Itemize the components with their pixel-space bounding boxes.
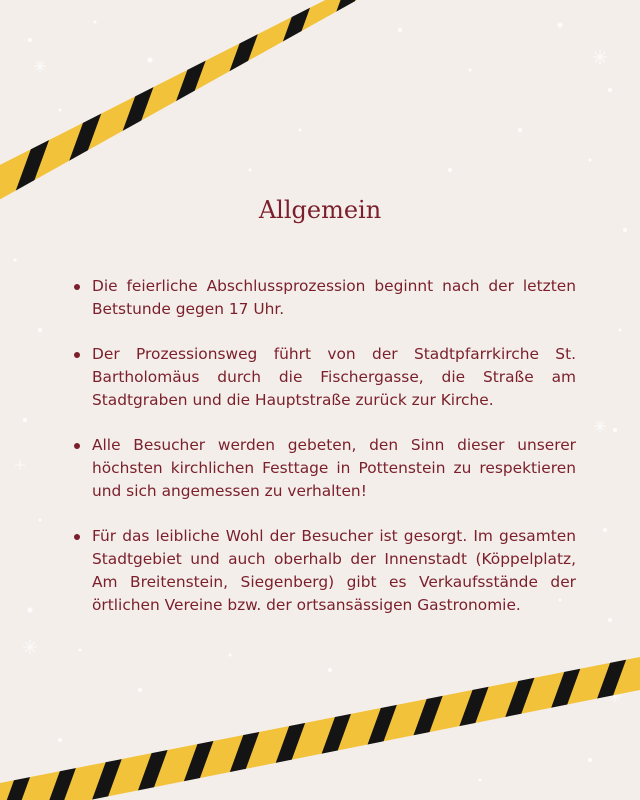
info-list xyxy=(64,275,576,639)
caution-tape-bottom xyxy=(0,655,640,800)
list-item-text: Die feierliche Abschlussprozession beginnt nach der letzten Betstunde gegen 17 Uhr. xyxy=(92,277,576,318)
caution-tape-top xyxy=(0,0,375,205)
bullet-icon xyxy=(74,443,80,449)
list-item xyxy=(64,343,576,412)
list-item xyxy=(64,434,576,503)
bullet-icon xyxy=(74,284,80,290)
list-item-text: Alle Besucher werden gebeten, den Sinn dieser unserer höchsten kirchlichen Festtage in Pottenstein zu respektieren und sich angemessen zu verhalten! xyxy=(92,436,576,500)
list-item-text: Der Prozessionsweg führt von der Stadtpfarrkirche St. Bartholomäus durch die Fischergasse, die Straße am Stadtgraben und die Hauptstraße zurück zur Kirche. xyxy=(92,345,576,409)
list-item xyxy=(64,275,576,321)
list-item-text: Für das leibliche Wohl der Besucher ist gesorgt. Im gesamten Stadtgebiet und auch oberhalb der Innenstadt (Köppelplatz, Am Breitenstein, Siegenberg) gibt es Verkaufsstände der örtlichen Vereine bzw. der ortsansässigen Gastronomie. xyxy=(92,527,576,614)
bullet-icon xyxy=(74,534,80,540)
list-item xyxy=(64,525,576,617)
page-title: Allgemein xyxy=(258,196,382,224)
bullet-icon xyxy=(74,352,80,358)
